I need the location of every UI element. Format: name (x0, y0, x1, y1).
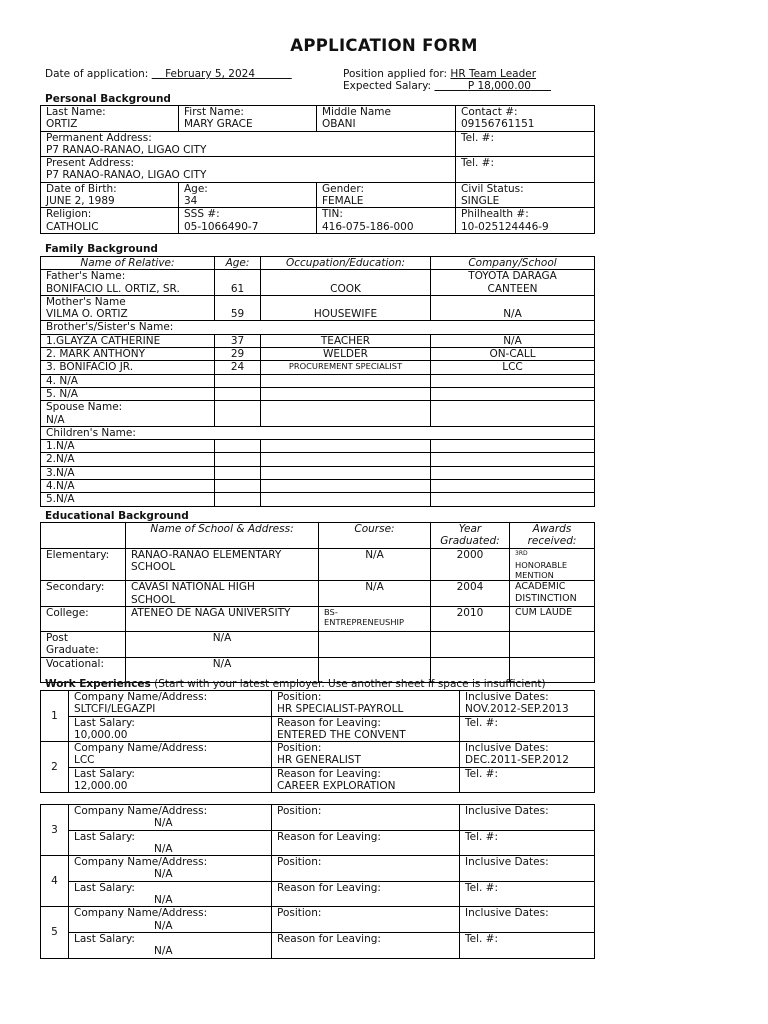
tin-label: TIN: (322, 208, 343, 221)
spouse-age[interactable] (215, 401, 261, 427)
work-tel-label: Tel. #: (465, 881, 499, 894)
date-label: Date of application: (45, 68, 149, 80)
work-salary-label: Last Salary: (74, 830, 135, 843)
child-occupation[interactable] (261, 480, 431, 493)
education-header-year (431, 523, 510, 549)
work-tel-label: Tel. #: (465, 830, 499, 843)
family-heading: Family Background (45, 243, 158, 255)
work-salary-cell[interactable] (69, 767, 272, 793)
spouse-occupation[interactable] (261, 401, 431, 427)
vocational-label: Vocational: (41, 657, 126, 682)
salary-value[interactable]: P 18,000.00 (467, 80, 531, 92)
work-position-cell[interactable] (272, 691, 460, 717)
work-dates-value: NOV.2012-SEP.2013 (465, 703, 569, 716)
college-row (41, 606, 595, 631)
spouse-label: Spouse Name: (46, 401, 123, 414)
child-row (41, 440, 595, 453)
dob-label: Date of Birth: (46, 182, 117, 195)
work-dates-cell[interactable] (460, 805, 595, 831)
position-label: Position applied for: (343, 68, 448, 80)
work-tel-cell[interactable] (460, 932, 595, 958)
work-dates-label: Inclusive Dates: (465, 805, 549, 817)
age-cell[interactable] (179, 182, 317, 208)
college-award[interactable]: CUM LAUDE (510, 606, 595, 631)
father-company-cell[interactable] (431, 270, 595, 296)
first-name-cell[interactable] (179, 106, 317, 132)
child-age[interactable] (215, 440, 261, 453)
children-label: Children's Name: (41, 426, 595, 439)
contact-cell[interactable] (456, 106, 595, 132)
education-header-school: Name of School & Address: (126, 523, 319, 549)
last-name-value: ORTIZ (46, 118, 78, 131)
awards-header-line2: received: (527, 535, 577, 548)
work-dates-label: Inclusive Dates: (465, 742, 549, 755)
work-reason-cell[interactable] (272, 767, 460, 793)
work-salary-value: N/A (154, 842, 173, 855)
work-entry-row (41, 932, 595, 958)
work-position-value: HR SPECIALIST-PAYROLL (277, 703, 404, 716)
education-header-course: Course: (319, 523, 431, 549)
work-entry-number: 5 (41, 907, 69, 958)
permanent-address-value: P7 RANAO-RANAO, LIGAO CITY (46, 143, 207, 156)
gender-cell[interactable] (317, 182, 456, 208)
sss-value: 05-1066490-7 (184, 220, 259, 233)
work-reason-label: Reason for Leaving: (277, 830, 381, 843)
work-note: (Start with your latest employer. Use another sheet if space is insufficient) (154, 678, 546, 690)
child-age[interactable] (215, 493, 261, 506)
work-entry-row (41, 691, 595, 717)
child-occupation[interactable] (261, 493, 431, 506)
sibling-company[interactable]: LCC (431, 361, 595, 374)
work-position-cell[interactable] (272, 907, 460, 933)
work-dates-label: Inclusive Dates: (465, 907, 549, 920)
work-tel-cell[interactable] (460, 767, 595, 793)
work-salary-label: Last Salary: (74, 767, 135, 780)
mother-name-cell[interactable] (41, 295, 215, 321)
father-occupation[interactable]: COOK (261, 270, 431, 296)
work-tel-cell[interactable] (460, 881, 595, 907)
work-entry-row (41, 856, 595, 882)
present-address-label: Present Address: (46, 157, 135, 170)
age-label: Age: (184, 182, 208, 195)
sibling-row (41, 348, 595, 361)
philhealth-cell[interactable] (456, 208, 595, 234)
work-table-1 (40, 690, 595, 793)
work-company-label: Company Name/Address: (74, 805, 208, 817)
elementary-award-line1: HONORABLE (515, 560, 568, 571)
civil-status-cell[interactable] (456, 182, 595, 208)
work-company-value: SLTCFI/LEGAZPI (74, 703, 156, 716)
father-company-line1: TOYOTA DARAGA (468, 270, 557, 283)
child-row (41, 466, 595, 479)
sibling-company[interactable] (431, 374, 595, 387)
sibling-row (41, 374, 595, 387)
permanent-address-cell[interactable] (41, 131, 456, 157)
contact-value: 09156761151 (461, 118, 535, 131)
mother-row (41, 295, 595, 321)
work-tel-cell[interactable] (460, 830, 595, 856)
education-heading: Educational Background (45, 510, 189, 522)
work-company-value: N/A (154, 919, 173, 932)
college-course-cell[interactable] (319, 606, 431, 631)
gender-value: FEMALE (322, 195, 364, 208)
postgrad-year[interactable] (431, 631, 510, 657)
work-salary-value: 12,000.00 (74, 780, 128, 793)
work-tel-cell[interactable] (460, 716, 595, 742)
work-dates-label: Inclusive Dates: (465, 856, 549, 869)
postgrad-label-line2: Graduate: (46, 644, 99, 657)
vocational-school[interactable]: N/A (126, 657, 319, 682)
middle-name-label: Middle Name (322, 106, 391, 118)
expected-salary (343, 80, 551, 92)
mother-occupation[interactable]: HOUSEWIFE (261, 295, 431, 321)
present-address-value: P7 RANAO-RANAO, LIGAO CITY (46, 169, 207, 182)
sibling-occupation[interactable] (261, 387, 431, 400)
sibling-name[interactable]: 3. BONIFACIO JR. (41, 361, 215, 374)
work-company-label: Company Name/Address: (74, 691, 208, 703)
work-reason-label: Reason for Leaving: (277, 767, 381, 780)
work-reason-label: Reason for Leaving: (277, 881, 381, 894)
child-occupation[interactable] (261, 440, 431, 453)
form-title: APPLICATION FORM (290, 36, 478, 55)
sss-label: SSS #: (184, 208, 220, 221)
college-course-line2: ENTREPRENEUSHIP (324, 616, 405, 627)
work-reason-label: Reason for Leaving: (277, 716, 381, 729)
work-entry-row (41, 767, 595, 793)
religion-label: Religion: (46, 208, 92, 221)
gender-label: Gender: (322, 182, 365, 195)
elementary-award-cell[interactable] (510, 548, 595, 581)
father-row (41, 270, 595, 296)
work-entry-row (41, 907, 595, 933)
work-company-value: N/A (154, 817, 173, 830)
secondary-year[interactable]: 2004 (431, 581, 510, 607)
work-entry-number: 4 (41, 856, 69, 907)
father-age[interactable]: 61 (215, 270, 261, 296)
child-company[interactable] (431, 453, 595, 466)
work-salary-value: N/A (154, 894, 173, 907)
work-position-value: HR GENERALIST (277, 754, 361, 767)
sibling-company[interactable]: N/A (431, 334, 595, 347)
tin-cell[interactable] (317, 208, 456, 234)
work-salary-value: N/A (154, 945, 173, 958)
child-row (41, 480, 595, 493)
work-position-cell[interactable] (272, 742, 460, 768)
mother-label: Mother's Name (46, 295, 126, 308)
family-header-occupation: Occupation/Education: (261, 257, 431, 270)
elementary-year[interactable]: 2000 (431, 548, 510, 581)
work-company-cell[interactable] (69, 856, 272, 882)
work-dates-cell[interactable] (460, 742, 595, 768)
present-address-cell[interactable] (41, 157, 456, 183)
spouse-row (41, 401, 595, 427)
family-header-name: Name of Relative: (41, 257, 215, 270)
child-name[interactable]: 1.N/A (41, 440, 215, 453)
college-school[interactable]: ATENEO DE NAGA UNIVERSITY (126, 606, 319, 631)
dob-cell[interactable] (41, 182, 179, 208)
middle-name-value: OBANI (322, 118, 356, 131)
work-reason-cell[interactable] (272, 830, 460, 856)
child-name[interactable]: 2.N/A (41, 453, 215, 466)
siblings-label: Brother's/Sister's Name: (41, 321, 595, 334)
work-dates-cell[interactable] (460, 856, 595, 882)
first-name-label: First Name: (184, 106, 244, 118)
sibling-company[interactable] (431, 387, 595, 400)
secondary-label: Secondary: (41, 581, 126, 607)
work-position-cell[interactable] (272, 805, 460, 831)
secondary-course[interactable]: N/A (319, 581, 431, 607)
sibling-row (41, 361, 595, 374)
sss-cell[interactable] (179, 208, 317, 234)
philhealth-value: 10-025124446-9 (461, 220, 549, 233)
work-company-value: N/A (154, 868, 173, 881)
work-entry-row (41, 716, 595, 742)
college-year[interactable]: 2010 (431, 606, 510, 631)
child-company[interactable] (431, 440, 595, 453)
sibling-row (41, 334, 595, 347)
child-company[interactable] (431, 466, 595, 479)
work-reason-label: Reason for Leaving: (277, 932, 381, 945)
father-name-cell[interactable] (41, 270, 215, 296)
sibling-occupation[interactable]: PROCUREMENT SPECIALIST (261, 361, 431, 374)
secondary-school-cell[interactable] (126, 581, 319, 607)
work-position-label: Position: (277, 907, 322, 920)
work-dates-value: DEC.2011-SEP.2012 (465, 754, 569, 767)
work-tel-label: Tel. #: (465, 716, 499, 729)
work-dates-cell[interactable] (460, 691, 595, 717)
position-value[interactable]: HR Team Leader (450, 68, 537, 80)
work-reason-cell[interactable] (272, 881, 460, 907)
work-salary-cell[interactable] (69, 716, 272, 742)
work-reason-cell[interactable] (272, 932, 460, 958)
elementary-award-line2: MENTION (515, 570, 554, 581)
secondary-award-cell[interactable] (510, 581, 595, 607)
father-label: Father's Name: (46, 270, 126, 283)
tel-cell-1[interactable] (456, 131, 595, 157)
sibling-age[interactable] (215, 374, 261, 387)
salary-label: Expected Salary: (343, 80, 432, 92)
spouse-name: N/A (46, 413, 65, 426)
work-salary-label: Last Salary: (74, 881, 135, 894)
sibling-occupation[interactable]: TEACHER (261, 334, 431, 347)
tin-value: 416-075-186-000 (322, 220, 414, 233)
work-salary-label: Last Salary: (74, 716, 135, 729)
child-company[interactable] (431, 493, 595, 506)
personal-table (40, 105, 595, 234)
work-table-2 (40, 804, 595, 959)
college-course-line1: BS- (324, 606, 338, 617)
postgrad-row (41, 631, 595, 657)
secondary-school-line2: SCHOOL (131, 593, 176, 606)
sibling-age[interactable]: 37 (215, 334, 261, 347)
work-company-value: LCC (74, 754, 95, 767)
child-name[interactable]: 3.N/A (41, 466, 215, 479)
secondary-row (41, 581, 595, 607)
contact-label: Contact #: (461, 106, 518, 118)
sibling-age[interactable] (215, 387, 261, 400)
sibling-name[interactable]: 4. N/A (41, 374, 215, 387)
tel-cell-2[interactable] (456, 157, 595, 183)
child-company[interactable] (431, 480, 595, 493)
tel-label: Tel. #: (461, 157, 495, 170)
date-value[interactable]: February 5, 2024 (165, 68, 256, 80)
father-name: BONIFACIO LL. ORTIZ, SR. (46, 282, 180, 295)
child-name[interactable]: 4.N/A (41, 480, 215, 493)
child-age[interactable] (215, 453, 261, 466)
work-position-label: Position: (277, 805, 322, 817)
work-entry-row (41, 830, 595, 856)
mother-age[interactable]: 59 (215, 295, 261, 321)
personal-heading: Personal Background (45, 93, 171, 105)
religion-value: CATHOLIC (46, 220, 99, 233)
date-of-application (45, 68, 292, 80)
work-entry-number: 2 (41, 742, 69, 793)
elementary-school-line2: SCHOOL (131, 560, 176, 573)
work-reason-value: ENTERED THE CONVENT (277, 728, 406, 741)
education-header-level (41, 523, 126, 549)
secondary-school-line1: CAVASI NATIONAL HIGH (131, 581, 255, 594)
year-header-line2: Graduated: (440, 535, 500, 548)
postgrad-school[interactable]: N/A (126, 631, 319, 657)
sibling-company[interactable]: ON-CALL (431, 348, 595, 361)
family-table (40, 256, 595, 507)
philhealth-label: Philhealth #: (461, 208, 529, 221)
work-salary-cell[interactable] (69, 830, 272, 856)
work-salary-cell[interactable] (69, 881, 272, 907)
work-company-cell[interactable] (69, 691, 272, 717)
work-position-cell[interactable] (272, 856, 460, 882)
college-label: College: (41, 606, 126, 631)
sibling-occupation[interactable]: WELDER (261, 348, 431, 361)
position-applied (343, 68, 536, 80)
child-occupation[interactable] (261, 453, 431, 466)
work-entry-row (41, 742, 595, 768)
work-reason-value: CAREER EXPLORATION (277, 780, 396, 793)
work-salary-label: Last Salary: (74, 932, 135, 945)
religion-cell[interactable] (41, 208, 179, 234)
last-name-label: Last Name: (46, 106, 106, 118)
awards-header-line1: Awards (532, 523, 572, 535)
elementary-label: Elementary: (41, 548, 126, 581)
tel-label: Tel. #: (461, 131, 495, 144)
postgrad-label-cell (41, 631, 126, 657)
last-name-cell[interactable] (41, 106, 179, 132)
elementary-course[interactable]: N/A (319, 548, 431, 581)
work-company-cell[interactable] (69, 805, 272, 831)
work-tel-label: Tel. #: (465, 767, 499, 780)
work-salary-cell[interactable] (69, 932, 272, 958)
year-header-line1: Year (458, 523, 482, 535)
child-age[interactable] (215, 480, 261, 493)
postgrad-award[interactable] (510, 631, 595, 657)
child-row (41, 493, 595, 506)
civil-status-label: Civil Status: (461, 182, 524, 195)
child-age[interactable] (215, 466, 261, 479)
age-value: 34 (184, 195, 198, 208)
mother-name: VILMA O. ORTIZ (46, 308, 128, 321)
sibling-occupation[interactable] (261, 374, 431, 387)
civil-status-value: SINGLE (461, 195, 500, 208)
work-tel-label: Tel. #: (465, 932, 499, 945)
elementary-school-line1: RANAO-RANAO ELEMENTARY (131, 548, 282, 561)
sibling-name[interactable]: 5. N/A (41, 387, 215, 400)
work-company-label: Company Name/Address: (74, 856, 208, 869)
work-entry-number: 1 (41, 691, 69, 742)
work-dates-cell[interactable] (460, 907, 595, 933)
elementary-row (41, 548, 595, 581)
spouse-company[interactable] (431, 401, 595, 427)
dob-value: JUNE 2, 1989 (46, 195, 115, 208)
postgrad-course[interactable] (319, 631, 431, 657)
secondary-award-line1: ACADEMIC (515, 581, 566, 593)
elementary-award-rank: 3RD (515, 549, 528, 557)
work-company-label: Company Name/Address: (74, 742, 208, 755)
work-company-cell[interactable] (69, 907, 272, 933)
family-header-company: Company/School (431, 257, 595, 270)
work-heading-line (45, 678, 546, 690)
child-occupation[interactable] (261, 466, 431, 479)
elementary-school-cell[interactable] (126, 548, 319, 581)
work-position-label: Position: (277, 856, 322, 869)
work-salary-value: 10,000.00 (74, 728, 128, 741)
postgrad-label-line1: Post (46, 631, 68, 644)
child-name[interactable]: 5.N/A (41, 493, 215, 506)
work-position-label: Position: (277, 742, 322, 755)
child-row (41, 453, 595, 466)
spouse-cell[interactable] (41, 401, 215, 427)
work-heading: Work Experiences (45, 678, 151, 690)
work-entry-number: 3 (41, 805, 69, 856)
education-table (40, 522, 595, 683)
permanent-address-label: Permanent Address: (46, 131, 152, 144)
sibling-name[interactable]: 2. MARK ANTHONY (41, 348, 215, 361)
father-company-line2: CANTEEN (487, 282, 538, 295)
secondary-award-line2: DISTINCTION (515, 592, 577, 604)
work-company-cell[interactable] (69, 742, 272, 768)
work-position-label: Position: (277, 691, 322, 703)
mother-company[interactable]: N/A (431, 295, 595, 321)
middle-name-cell[interactable] (317, 106, 456, 132)
education-header-awards (510, 523, 595, 549)
work-reason-cell[interactable] (272, 716, 460, 742)
sibling-row (41, 387, 595, 400)
sibling-age[interactable]: 24 (215, 361, 261, 374)
sibling-age[interactable]: 29 (215, 348, 261, 361)
first-name-value: MARY GRACE (184, 118, 253, 131)
work-company-label: Company Name/Address: (74, 907, 208, 920)
family-header-age: Age: (215, 257, 261, 270)
work-dates-label: Inclusive Dates: (465, 691, 549, 703)
work-entry-row (41, 805, 595, 831)
sibling-name[interactable]: 1.GLAYZA CATHERINE (41, 334, 215, 347)
work-entry-row (41, 881, 595, 907)
